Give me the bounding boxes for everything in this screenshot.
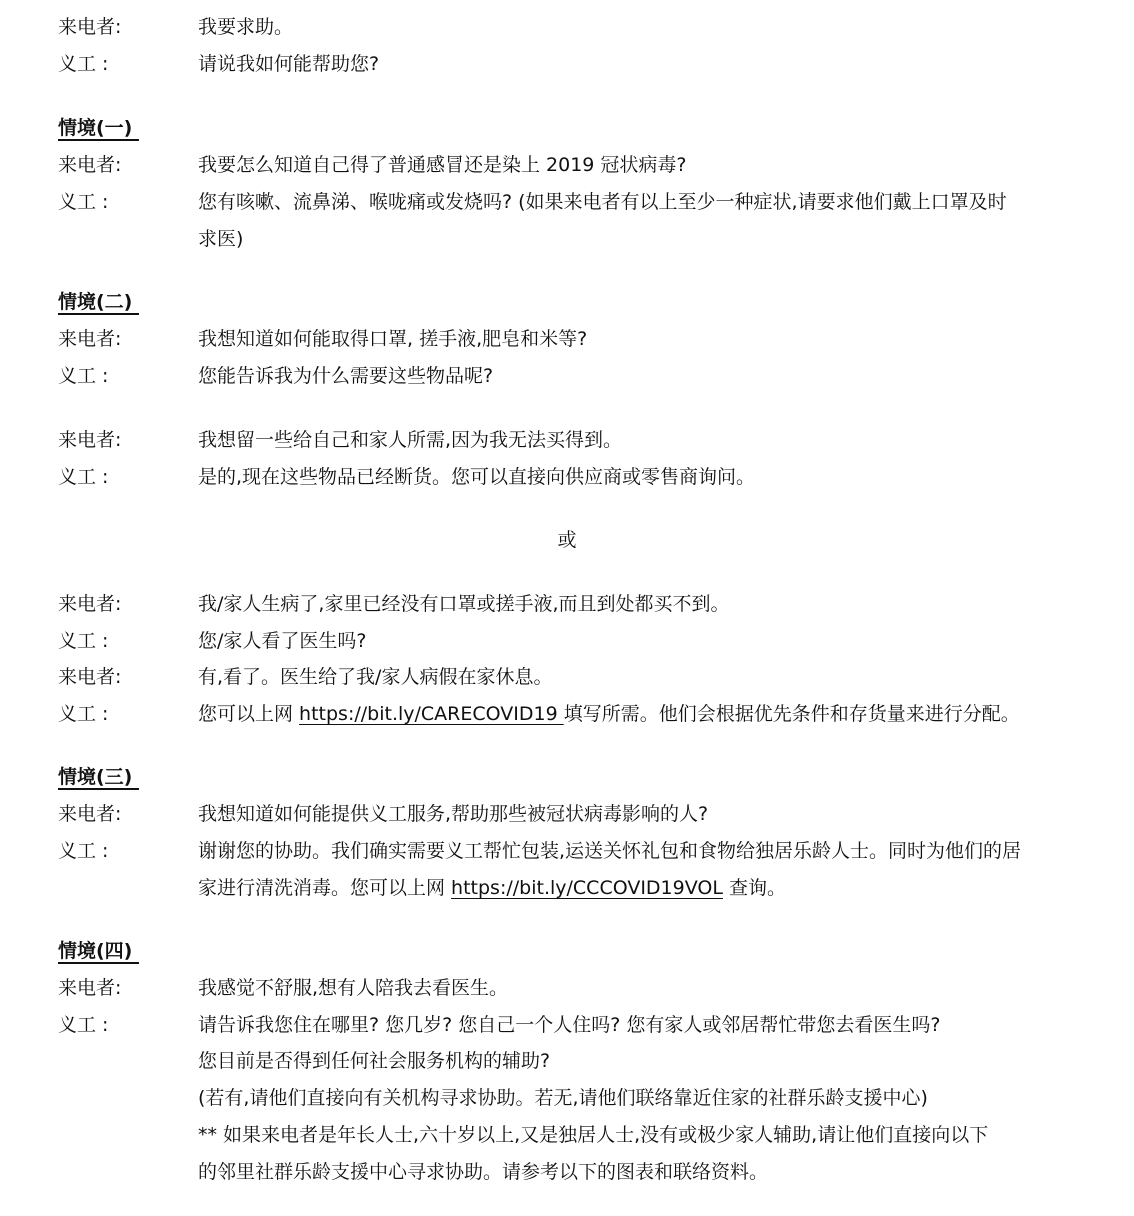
speaker-caller: 来电者: bbox=[58, 803, 122, 825]
dialogue-text-post: 查询。 bbox=[722, 877, 786, 899]
speaker-caller: 来电者: bbox=[58, 328, 122, 350]
dialogue-text-post: 填写所需。他们会根据优先条件和存货量来进行分配。 bbox=[563, 703, 1020, 725]
dialogue-text: 我想知道如何能提供义工服务,帮助那些被冠状病毒影响的人? bbox=[198, 803, 709, 825]
scenario-2-heading: 情境(二) bbox=[58, 291, 139, 313]
dialogue-text: 请告诉我您住在哪里? 您几岁? 您自己一个人住吗? 您有家人或邻居帮忙带您去看医生吗? bbox=[198, 1014, 941, 1036]
speaker-caller: 来电者: bbox=[58, 666, 122, 688]
dialogue-text: 我要怎么知道自己得了普通感冒还是染上 2019 冠状病毒? bbox=[198, 154, 687, 176]
speaker-volunteer: 义工 : bbox=[58, 365, 109, 387]
speaker-volunteer: 义工 : bbox=[58, 630, 109, 652]
scenario-4-heading: 情境(四) bbox=[58, 940, 139, 962]
dialogue-continuation: 的邻里社群乐龄支援中心寻求协助。请参考以下的图表和联络资料。 bbox=[198, 1161, 769, 1183]
speaker-volunteer: 义工 : bbox=[58, 840, 109, 862]
dialogue-text: 我想知道如何能取得口罩, 搓手液,肥皂和米等? bbox=[198, 328, 588, 350]
scenario-3-heading: 情境(三) bbox=[58, 766, 139, 788]
or-separator: 或 bbox=[557, 529, 577, 551]
dialogue-text: 您有咳嗽、流鼻涕、喉咙痛或发烧吗? (如果来电者有以上至少一种症状,请要求他们戴上口罩及时 bbox=[198, 191, 1007, 213]
dialogue-continuation: ** 如果来电者是年长人士,六十岁以上,又是独居人士,没有或极少家人辅助,请让他们直接向以下 bbox=[198, 1124, 989, 1146]
dialogue-text: 我感觉不舒服,想有人陪我去看医生。 bbox=[198, 977, 509, 999]
speaker-caller: 来电者: bbox=[58, 593, 122, 615]
speaker-caller: 来电者: bbox=[58, 429, 122, 451]
dialogue-text: 是的,现在这些物品已经断货。您可以直接向供应商或零售商询问。 bbox=[198, 466, 756, 488]
speaker-volunteer: 义工 : bbox=[58, 466, 109, 488]
dialogue-text: 谢谢您的协助。我们确实需要义工帮忙包装,运送关怀礼包和食物给独居乐龄人士。同时为他们的居 bbox=[198, 840, 1022, 862]
dialogue-text: 我想留一些给自己和家人所需,因为我无法买得到。 bbox=[198, 429, 623, 451]
dialogue-continuation bbox=[198, 873, 786, 903]
dialogue-text: 有,看了。医生给了我/家人病假在家休息。 bbox=[198, 666, 553, 688]
speaker-caller: 来电者: bbox=[58, 154, 122, 176]
speaker-volunteer: 义工 : bbox=[58, 703, 109, 725]
carecovid19-link[interactable]: https://bit.ly/CARECOVID19 bbox=[299, 703, 564, 725]
dialogue-text-pre: 家进行清洗消毒。您可以上网 bbox=[198, 877, 452, 899]
dialogue-continuation: (若有,请他们直接向有关机构寻求协助。若无,请他们联络靠近住家的社群乐龄支援中心) bbox=[198, 1087, 928, 1109]
dialogue-text: 请说我如何能帮助您? bbox=[198, 53, 380, 75]
dialogue-text bbox=[198, 699, 1020, 729]
dialogue-text: 我/家人生病了,家里已经没有口罩或搓手液,而且到处都买不到。 bbox=[198, 593, 730, 615]
dialogue-continuation: 求医) bbox=[198, 228, 244, 250]
speaker-volunteer: 义工 : bbox=[58, 191, 109, 213]
dialogue-text: 您能告诉我为什么需要这些物品呢? bbox=[198, 365, 494, 387]
speaker-caller: 来电者: bbox=[58, 16, 122, 38]
dialogue-text: 我要求助。 bbox=[198, 16, 294, 38]
cccovid19vol-link[interactable]: https://bit.ly/CCCOVID19VOL bbox=[451, 877, 723, 899]
scenario-1-heading: 情境(一) bbox=[58, 117, 139, 139]
speaker-volunteer: 义工 : bbox=[58, 1014, 109, 1036]
dialogue-text: 您/家人看了医生吗? bbox=[198, 630, 367, 652]
speaker-volunteer: 义工 : bbox=[58, 53, 109, 75]
speaker-caller: 来电者: bbox=[58, 977, 122, 999]
dialogue-continuation: 您目前是否得到任何社会服务机构的辅助? bbox=[198, 1050, 551, 1072]
dialogue-text-pre: 您可以上网 bbox=[198, 703, 300, 725]
